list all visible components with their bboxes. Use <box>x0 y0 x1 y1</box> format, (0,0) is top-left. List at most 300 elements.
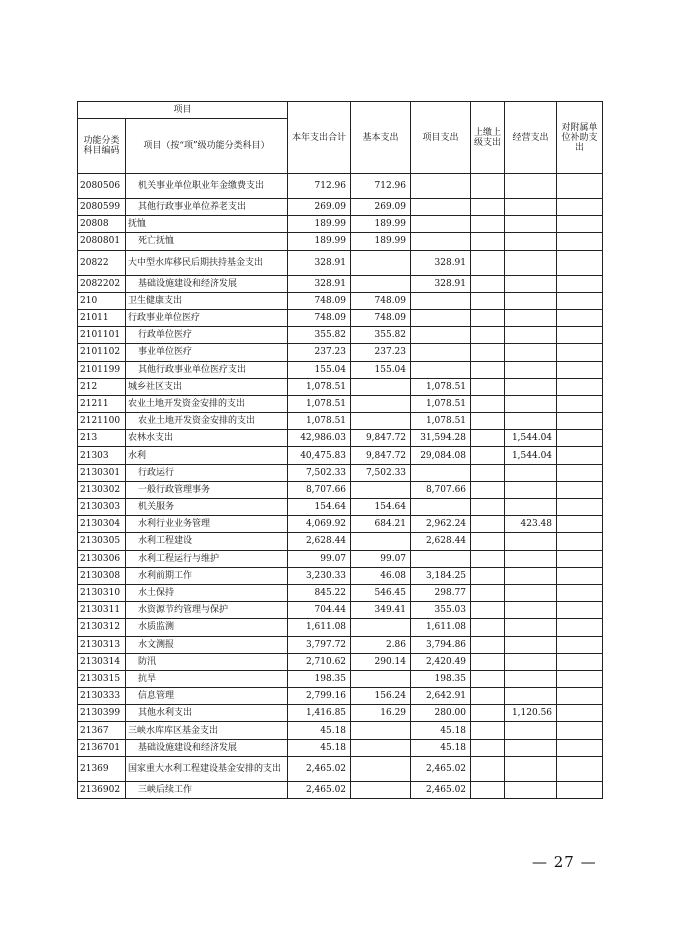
row-basic: 290.14 <box>351 653 411 670</box>
row-basic: 154.64 <box>351 499 411 516</box>
row-total: 3,797.72 <box>288 636 351 653</box>
header-operating: 经营支出 <box>505 102 557 174</box>
row-name: 行政运行 <box>126 464 288 481</box>
row-project: 355.03 <box>411 602 471 619</box>
row-basic: 9,847.72 <box>351 430 411 447</box>
row-project: 2,465.02 <box>411 781 471 798</box>
row-basic <box>351 533 411 550</box>
row-code: 21303 <box>78 447 126 464</box>
table-row <box>78 174 603 199</box>
row-code: 21011 <box>78 309 126 326</box>
row-total: 2,710.62 <box>288 653 351 670</box>
row-total: 45.18 <box>288 722 351 739</box>
row-subsidy <box>557 584 603 601</box>
row-operating <box>505 499 557 516</box>
row-upper <box>471 567 505 584</box>
row-subsidy <box>557 464 603 481</box>
expenditure-table <box>77 101 603 799</box>
row-name: 城乡社区支出 <box>126 378 288 395</box>
row-basic: 155.04 <box>351 361 411 378</box>
row-total: 40,475.83 <box>288 447 351 464</box>
row-name: 水土保持 <box>126 584 288 601</box>
row-basic <box>351 378 411 395</box>
row-name: 农业土地开发资金安排的支出 <box>126 395 288 412</box>
row-total: 7,502.33 <box>288 464 351 481</box>
row-name: 水文测报 <box>126 636 288 653</box>
row-project: 2,628.44 <box>411 533 471 550</box>
row-upper <box>471 670 505 687</box>
row-subsidy <box>557 499 603 516</box>
row-total: 2,465.02 <box>288 756 351 781</box>
row-basic <box>351 756 411 781</box>
table-row <box>78 216 603 233</box>
row-name: 三峡水库库区基金支出 <box>126 722 288 739</box>
row-upper <box>471 602 505 619</box>
row-total: 2,465.02 <box>288 781 351 798</box>
row-upper <box>471 516 505 533</box>
row-basic: 189.99 <box>351 233 411 250</box>
row-project: 1,078.51 <box>411 413 471 430</box>
row-code: 2136701 <box>78 739 126 756</box>
row-name: 其他行政事业单位养老支出 <box>126 199 288 216</box>
table-row <box>78 378 603 395</box>
row-subsidy <box>557 705 603 722</box>
row-upper <box>471 636 505 653</box>
row-name: 水利前期工作 <box>126 567 288 584</box>
row-upper <box>471 275 505 292</box>
row-subsidy <box>557 327 603 344</box>
row-basic: 712.96 <box>351 174 411 199</box>
row-subsidy <box>557 636 603 653</box>
row-basic <box>351 670 411 687</box>
row-name: 防汛 <box>126 653 288 670</box>
row-code: 21369 <box>78 756 126 781</box>
row-total: 99.07 <box>288 550 351 567</box>
row-name: 三峡后续工作 <box>126 781 288 798</box>
row-operating <box>505 395 557 412</box>
row-upper <box>471 199 505 216</box>
row-total: 328.91 <box>288 250 351 275</box>
row-upper <box>471 722 505 739</box>
row-subsidy <box>557 344 603 361</box>
row-subsidy <box>557 619 603 636</box>
row-subsidy <box>557 670 603 687</box>
row-subsidy <box>557 292 603 309</box>
row-project: 2,420.49 <box>411 653 471 670</box>
row-subsidy <box>557 567 603 584</box>
row-basic <box>351 781 411 798</box>
row-total: 748.09 <box>288 309 351 326</box>
row-subsidy <box>557 430 603 447</box>
row-name: 行政单位医疗 <box>126 327 288 344</box>
row-project: 198.35 <box>411 670 471 687</box>
row-operating <box>505 722 557 739</box>
row-name: 水资源节约管理与保护 <box>126 602 288 619</box>
row-basic: 2.86 <box>351 636 411 653</box>
row-basic: 269.09 <box>351 199 411 216</box>
row-project: 29,084.08 <box>411 447 471 464</box>
row-project: 31,594.28 <box>411 430 471 447</box>
row-name: 农业土地开发资金安排的支出 <box>126 413 288 430</box>
row-operating <box>505 250 557 275</box>
table-row <box>78 781 603 798</box>
table-row <box>78 309 603 326</box>
row-operating <box>505 275 557 292</box>
row-upper <box>471 739 505 756</box>
row-code: 2080506 <box>78 174 126 199</box>
row-operating <box>505 361 557 378</box>
row-code: 2130302 <box>78 481 126 498</box>
row-operating <box>505 464 557 481</box>
row-name: 一般行政管理事务 <box>126 481 288 498</box>
table-row <box>78 533 603 550</box>
row-operating: 1,120.56 <box>505 705 557 722</box>
row-upper <box>471 619 505 636</box>
row-total: 155.04 <box>288 361 351 378</box>
row-code: 21211 <box>78 395 126 412</box>
row-upper <box>471 292 505 309</box>
header-total: 本年支出合计 <box>288 102 351 174</box>
row-upper <box>471 653 505 670</box>
row-upper <box>471 533 505 550</box>
row-upper <box>471 413 505 430</box>
row-project <box>411 199 471 216</box>
row-project <box>411 309 471 326</box>
row-code: 21367 <box>78 722 126 739</box>
row-operating: 1,544.04 <box>505 430 557 447</box>
row-operating: 1,544.04 <box>505 447 557 464</box>
row-project <box>411 327 471 344</box>
row-project: 8,707.66 <box>411 481 471 498</box>
row-basic: 46.08 <box>351 567 411 584</box>
row-operating: 423.48 <box>505 516 557 533</box>
row-code: 20822 <box>78 250 126 275</box>
row-subsidy <box>557 688 603 705</box>
row-total: 189.99 <box>288 216 351 233</box>
table-row <box>78 688 603 705</box>
row-project: 280.00 <box>411 705 471 722</box>
row-subsidy <box>557 413 603 430</box>
row-total: 748.09 <box>288 292 351 309</box>
page-number: — 27 — <box>532 853 597 871</box>
row-code: 2130305 <box>78 533 126 550</box>
row-basic: 237.23 <box>351 344 411 361</box>
row-code: 2130333 <box>78 688 126 705</box>
table-row <box>78 722 603 739</box>
row-basic: 189.99 <box>351 216 411 233</box>
row-upper <box>471 499 505 516</box>
row-subsidy <box>557 533 603 550</box>
row-operating <box>505 619 557 636</box>
row-name: 其他行政事业单位医疗支出 <box>126 361 288 378</box>
row-subsidy <box>557 378 603 395</box>
row-code: 2101199 <box>78 361 126 378</box>
row-upper <box>471 233 505 250</box>
table-row <box>78 199 603 216</box>
row-basic <box>351 481 411 498</box>
row-upper <box>471 378 505 395</box>
row-total: 328.91 <box>288 275 351 292</box>
row-name: 水利工程运行与维护 <box>126 550 288 567</box>
header-upper: 上缴上级支出 <box>471 102 505 174</box>
row-code: 210 <box>78 292 126 309</box>
row-subsidy <box>557 361 603 378</box>
row-name: 卫生健康支出 <box>126 292 288 309</box>
row-code: 2130314 <box>78 653 126 670</box>
row-total: 45.18 <box>288 739 351 756</box>
row-subsidy <box>557 233 603 250</box>
row-subsidy <box>557 516 603 533</box>
row-upper <box>471 447 505 464</box>
row-name: 基础设施建设和经济发展 <box>126 275 288 292</box>
row-upper <box>471 688 505 705</box>
row-project <box>411 550 471 567</box>
table-row <box>78 705 603 722</box>
row-upper <box>471 464 505 481</box>
row-code: 2130301 <box>78 464 126 481</box>
row-name: 抗旱 <box>126 670 288 687</box>
row-code: 2130399 <box>78 705 126 722</box>
row-code: 2080599 <box>78 199 126 216</box>
row-project: 328.91 <box>411 250 471 275</box>
table-row <box>78 602 603 619</box>
table-row <box>78 447 603 464</box>
row-operating <box>505 584 557 601</box>
row-project <box>411 499 471 516</box>
row-code: 2130311 <box>78 602 126 619</box>
header-name: 项目（按“项”级功能分类科目） <box>126 119 288 174</box>
row-code: 212 <box>78 378 126 395</box>
row-total: 3,230.33 <box>288 567 351 584</box>
row-basic <box>351 739 411 756</box>
table-row <box>78 413 603 430</box>
row-basic: 9,847.72 <box>351 447 411 464</box>
row-project: 1,078.51 <box>411 378 471 395</box>
header-project-group: 项目 <box>78 102 288 119</box>
row-upper <box>471 174 505 199</box>
row-total: 4,069.92 <box>288 516 351 533</box>
row-project <box>411 361 471 378</box>
table-row <box>78 233 603 250</box>
table-row <box>78 550 603 567</box>
row-operating <box>505 309 557 326</box>
row-basic: 16.29 <box>351 705 411 722</box>
table-row <box>78 567 603 584</box>
row-total: 1,078.51 <box>288 413 351 430</box>
table-row <box>78 464 603 481</box>
row-total: 42,986.03 <box>288 430 351 447</box>
row-code: 2130306 <box>78 550 126 567</box>
row-subsidy <box>557 781 603 798</box>
table-row <box>78 275 603 292</box>
row-basic: 355.82 <box>351 327 411 344</box>
row-project: 298.77 <box>411 584 471 601</box>
row-basic <box>351 275 411 292</box>
row-total: 2,628.44 <box>288 533 351 550</box>
row-code: 2130304 <box>78 516 126 533</box>
table-row <box>78 756 603 781</box>
row-operating <box>505 670 557 687</box>
row-operating <box>505 756 557 781</box>
row-project <box>411 216 471 233</box>
row-name: 机关服务 <box>126 499 288 516</box>
row-operating <box>505 327 557 344</box>
row-total: 704.44 <box>288 602 351 619</box>
row-basic <box>351 250 411 275</box>
table-row <box>78 653 603 670</box>
row-subsidy <box>557 447 603 464</box>
table-row <box>78 619 603 636</box>
row-total: 269.09 <box>288 199 351 216</box>
row-basic <box>351 722 411 739</box>
row-basic: 7,502.33 <box>351 464 411 481</box>
row-upper <box>471 781 505 798</box>
row-upper <box>471 216 505 233</box>
table-row <box>78 395 603 412</box>
row-operating <box>505 550 557 567</box>
row-subsidy <box>557 756 603 781</box>
row-code: 2082202 <box>78 275 126 292</box>
row-subsidy <box>557 309 603 326</box>
row-operating <box>505 174 557 199</box>
table-row <box>78 327 603 344</box>
row-total: 154.64 <box>288 499 351 516</box>
row-project <box>411 174 471 199</box>
row-total: 189.99 <box>288 233 351 250</box>
row-code: 2101101 <box>78 327 126 344</box>
table-row <box>78 361 603 378</box>
table-row <box>78 292 603 309</box>
row-basic <box>351 413 411 430</box>
row-basic: 156.24 <box>351 688 411 705</box>
row-code: 2130303 <box>78 499 126 516</box>
row-upper <box>471 550 505 567</box>
row-subsidy <box>557 395 603 412</box>
row-operating <box>505 567 557 584</box>
header-project: 项目支出 <box>411 102 471 174</box>
row-basic: 349.41 <box>351 602 411 619</box>
row-name: 水利工程建设 <box>126 533 288 550</box>
row-total: 355.82 <box>288 327 351 344</box>
row-code: 2130312 <box>78 619 126 636</box>
row-name: 事业单位医疗 <box>126 344 288 361</box>
row-operating <box>505 413 557 430</box>
row-project <box>411 233 471 250</box>
row-operating <box>505 216 557 233</box>
row-operating <box>505 739 557 756</box>
row-subsidy <box>557 216 603 233</box>
row-code: 2136902 <box>78 781 126 798</box>
table-row <box>78 481 603 498</box>
row-upper <box>471 430 505 447</box>
row-project: 2,465.02 <box>411 756 471 781</box>
row-total: 1,078.51 <box>288 395 351 412</box>
row-project <box>411 464 471 481</box>
row-project: 328.91 <box>411 275 471 292</box>
table-row <box>78 584 603 601</box>
row-total: 1,078.51 <box>288 378 351 395</box>
table-row <box>78 739 603 756</box>
row-project: 3,794.86 <box>411 636 471 653</box>
table-row <box>78 250 603 275</box>
row-upper <box>471 395 505 412</box>
row-name: 其他水利支出 <box>126 705 288 722</box>
row-subsidy <box>557 250 603 275</box>
row-name: 基础设施建设和经济发展 <box>126 739 288 756</box>
row-code: 2121100 <box>78 413 126 430</box>
row-operating <box>505 636 557 653</box>
row-subsidy <box>557 653 603 670</box>
row-name: 农林水支出 <box>126 430 288 447</box>
row-operating <box>505 781 557 798</box>
row-operating <box>505 344 557 361</box>
row-code: 213 <box>78 430 126 447</box>
row-upper <box>471 250 505 275</box>
row-name: 水质监测 <box>126 619 288 636</box>
row-name: 抚恤 <box>126 216 288 233</box>
row-basic: 748.09 <box>351 292 411 309</box>
row-basic <box>351 395 411 412</box>
row-total: 2,799.16 <box>288 688 351 705</box>
row-total: 8,707.66 <box>288 481 351 498</box>
table-row <box>78 636 603 653</box>
row-operating <box>505 292 557 309</box>
row-upper <box>471 327 505 344</box>
row-subsidy <box>557 199 603 216</box>
row-code: 20808 <box>78 216 126 233</box>
table-row <box>78 499 603 516</box>
row-code: 2130315 <box>78 670 126 687</box>
row-operating <box>505 688 557 705</box>
row-upper <box>471 361 505 378</box>
row-total: 198.35 <box>288 670 351 687</box>
row-project <box>411 292 471 309</box>
row-project: 2,962.24 <box>411 516 471 533</box>
row-basic <box>351 619 411 636</box>
row-basic: 546.45 <box>351 584 411 601</box>
row-code: 2130310 <box>78 584 126 601</box>
row-code: 2130313 <box>78 636 126 653</box>
row-operating <box>505 533 557 550</box>
row-total: 237.23 <box>288 344 351 361</box>
row-upper <box>471 756 505 781</box>
row-subsidy <box>557 722 603 739</box>
row-subsidy <box>557 481 603 498</box>
row-upper <box>471 584 505 601</box>
row-total: 1,611.08 <box>288 619 351 636</box>
row-subsidy <box>557 550 603 567</box>
row-project: 1,611.08 <box>411 619 471 636</box>
row-name: 信息管理 <box>126 688 288 705</box>
row-operating <box>505 233 557 250</box>
row-name: 大中型水库移民后期扶持基金支出 <box>126 250 288 275</box>
row-subsidy <box>557 739 603 756</box>
row-total: 1,416.85 <box>288 705 351 722</box>
row-subsidy <box>557 275 603 292</box>
row-upper <box>471 309 505 326</box>
table-row <box>78 430 603 447</box>
row-operating <box>505 602 557 619</box>
row-name: 水利 <box>126 447 288 464</box>
row-code: 2130308 <box>78 567 126 584</box>
row-name: 国家重大水利工程建设基金安排的支出 <box>126 756 288 781</box>
row-total: 845.22 <box>288 584 351 601</box>
row-project: 3,184.25 <box>411 567 471 584</box>
row-name: 水利行业业务管理 <box>126 516 288 533</box>
row-code: 2080801 <box>78 233 126 250</box>
table-row <box>78 670 603 687</box>
row-upper <box>471 705 505 722</box>
